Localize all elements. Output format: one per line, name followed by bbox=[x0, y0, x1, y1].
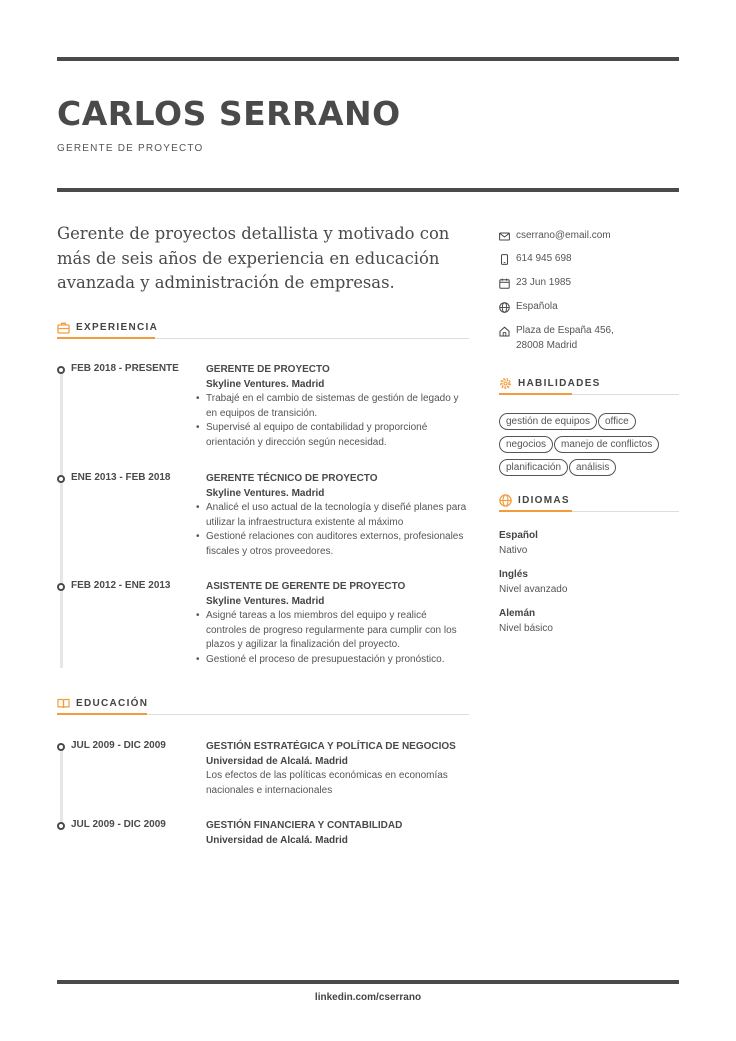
entry-date: FEB 2018 - PRESENTE bbox=[71, 363, 179, 374]
entry-description: Los efectos de las políticas económicas en economías nacionales e internacionales bbox=[206, 770, 448, 796]
skills-tag-list bbox=[499, 411, 679, 480]
entry-organization: Universidad de Alcalá. Madrid bbox=[206, 834, 348, 846]
entry-organization: Skyline Ventures. Madrid bbox=[206, 595, 325, 607]
entry-title: GERENTE DE PROYECTO bbox=[206, 364, 330, 375]
entry-organization: Skyline Ventures. Madrid bbox=[206, 487, 325, 499]
skill-tag: negocios bbox=[499, 436, 553, 453]
skill-tag: planificación bbox=[499, 459, 568, 476]
experience-section-header bbox=[57, 320, 469, 342]
education-entry bbox=[57, 740, 469, 810]
briefcase-icon bbox=[57, 321, 70, 334]
languages-title: IDIOMAS bbox=[518, 495, 570, 506]
globe-icon bbox=[499, 302, 510, 313]
phone-text: 614 945 698 bbox=[516, 253, 572, 264]
address-text: Plaza de España 456, 28008 Madrid bbox=[516, 325, 614, 351]
linkedin-link[interactable]: linkedin.com/cserrano bbox=[314, 992, 422, 1003]
candidate-role: GERENTE DE PROYECTO bbox=[57, 143, 204, 154]
language-level: Nativo bbox=[499, 544, 528, 556]
language-name: Español bbox=[499, 530, 538, 541]
footer-rule bbox=[57, 980, 679, 984]
language-item bbox=[499, 568, 567, 597]
experience-entry bbox=[57, 472, 469, 572]
education-accent bbox=[57, 713, 147, 715]
timeline-dot bbox=[57, 743, 65, 751]
phone-icon bbox=[499, 254, 510, 265]
entry-title: GESTIÓN FINANCIERA Y CONTABILIDAD bbox=[206, 820, 403, 831]
education-section-header bbox=[57, 696, 469, 718]
entry-date: FEB 2012 - ENE 2013 bbox=[71, 580, 171, 591]
experience-entry bbox=[57, 580, 469, 680]
language-item bbox=[499, 529, 538, 558]
language-item bbox=[499, 607, 553, 636]
gear-icon bbox=[499, 377, 512, 390]
entry-date: JUL 2009 - DIC 2009 bbox=[71, 819, 166, 830]
entry-organization: Universidad de Alcalá. Madrid bbox=[206, 755, 348, 767]
nationality-text: Española bbox=[516, 301, 558, 312]
envelope-icon bbox=[499, 231, 510, 242]
entry-organization: Skyline Ventures. Madrid bbox=[206, 378, 325, 390]
contact-email bbox=[499, 229, 679, 245]
globe-icon bbox=[499, 494, 512, 507]
email-text: cserrano@email.com bbox=[516, 230, 611, 241]
book-icon bbox=[57, 697, 70, 710]
skills-accent bbox=[499, 393, 572, 395]
language-name: Inglés bbox=[499, 569, 528, 580]
entry-title: GERENTE TÉCNICO DE PROYECTO bbox=[206, 473, 378, 484]
skill-tag: manejo de conflictos bbox=[554, 436, 659, 453]
entry-bullet: • Asigné tareas a los miembros del equipo y realicé controles de progreso regularmente para cumplir con los plazos y agilizar la finalización del proyecto. bbox=[206, 609, 468, 653]
experience-entry bbox=[57, 363, 469, 463]
languages-accent bbox=[499, 510, 572, 512]
entry-bullet: • Supervisé al equipo de contabilidad y proporcioné orientación y dirección según necesidad. bbox=[206, 421, 468, 450]
skill-tag: office bbox=[598, 413, 636, 430]
education-entry bbox=[57, 819, 469, 859]
profile-summary: Gerente de proyectos detallista y motivado con más de seis años de experiencia en educación avanzada y administración de empresas. bbox=[57, 224, 450, 292]
language-level: Nivel básico bbox=[499, 622, 553, 634]
skill-tag: gestión de equipos bbox=[499, 413, 597, 430]
entry-bullet: • Analicé el uso actual de la tecnología y diseñé planes para utilizar la infraestructura existente al máximo bbox=[206, 501, 468, 530]
candidate-name: CARLOS SERRANO bbox=[57, 94, 401, 133]
entry-bullet: • Trabajé en el cambio de sistemas de gestión de legado y en equipos de transición. bbox=[206, 392, 468, 421]
calendar-icon bbox=[499, 278, 510, 289]
timeline-dot bbox=[57, 475, 65, 483]
language-level: Nivel avanzado bbox=[499, 583, 568, 595]
entry-title: ASISTENTE DE GERENTE DE PROYECTO bbox=[206, 581, 406, 592]
skill-tag: análisis bbox=[569, 459, 616, 476]
timeline-dot bbox=[57, 366, 65, 374]
timeline-dot bbox=[57, 822, 65, 830]
language-name: Alemán bbox=[499, 608, 536, 619]
entry-bullet: • Gestioné el proceso de presupuestación y pronóstico. bbox=[206, 653, 468, 668]
skills-section-header bbox=[499, 376, 679, 398]
contact-address bbox=[499, 324, 679, 356]
contact-phone bbox=[499, 252, 679, 268]
contact-birthdate bbox=[499, 276, 679, 292]
header-rule bbox=[57, 188, 679, 192]
top-rule bbox=[57, 57, 679, 61]
birthdate-text: 23 Jun 1985 bbox=[516, 277, 572, 288]
entry-date: ENE 2013 - FEB 2018 bbox=[71, 472, 171, 483]
entry-date: JUL 2009 - DIC 2009 bbox=[71, 740, 166, 751]
timeline-dot bbox=[57, 583, 65, 591]
contact-nationality bbox=[499, 300, 679, 316]
experience-title: EXPERIENCIA bbox=[76, 322, 159, 333]
entry-title: GESTIÓN ESTRATÉGICA Y POLÍTICA DE NEGOCIOS bbox=[206, 741, 456, 752]
entry-bullet: • Gestioné relaciones con auditores externos, profesionales fiscales y otros proveedores. bbox=[206, 530, 468, 559]
education-title: EDUCACIÓN bbox=[76, 698, 149, 709]
home-icon bbox=[499, 326, 510, 337]
languages-section-header bbox=[499, 493, 679, 515]
skills-title: HABILIDADES bbox=[518, 378, 601, 389]
experience-accent bbox=[57, 337, 155, 339]
